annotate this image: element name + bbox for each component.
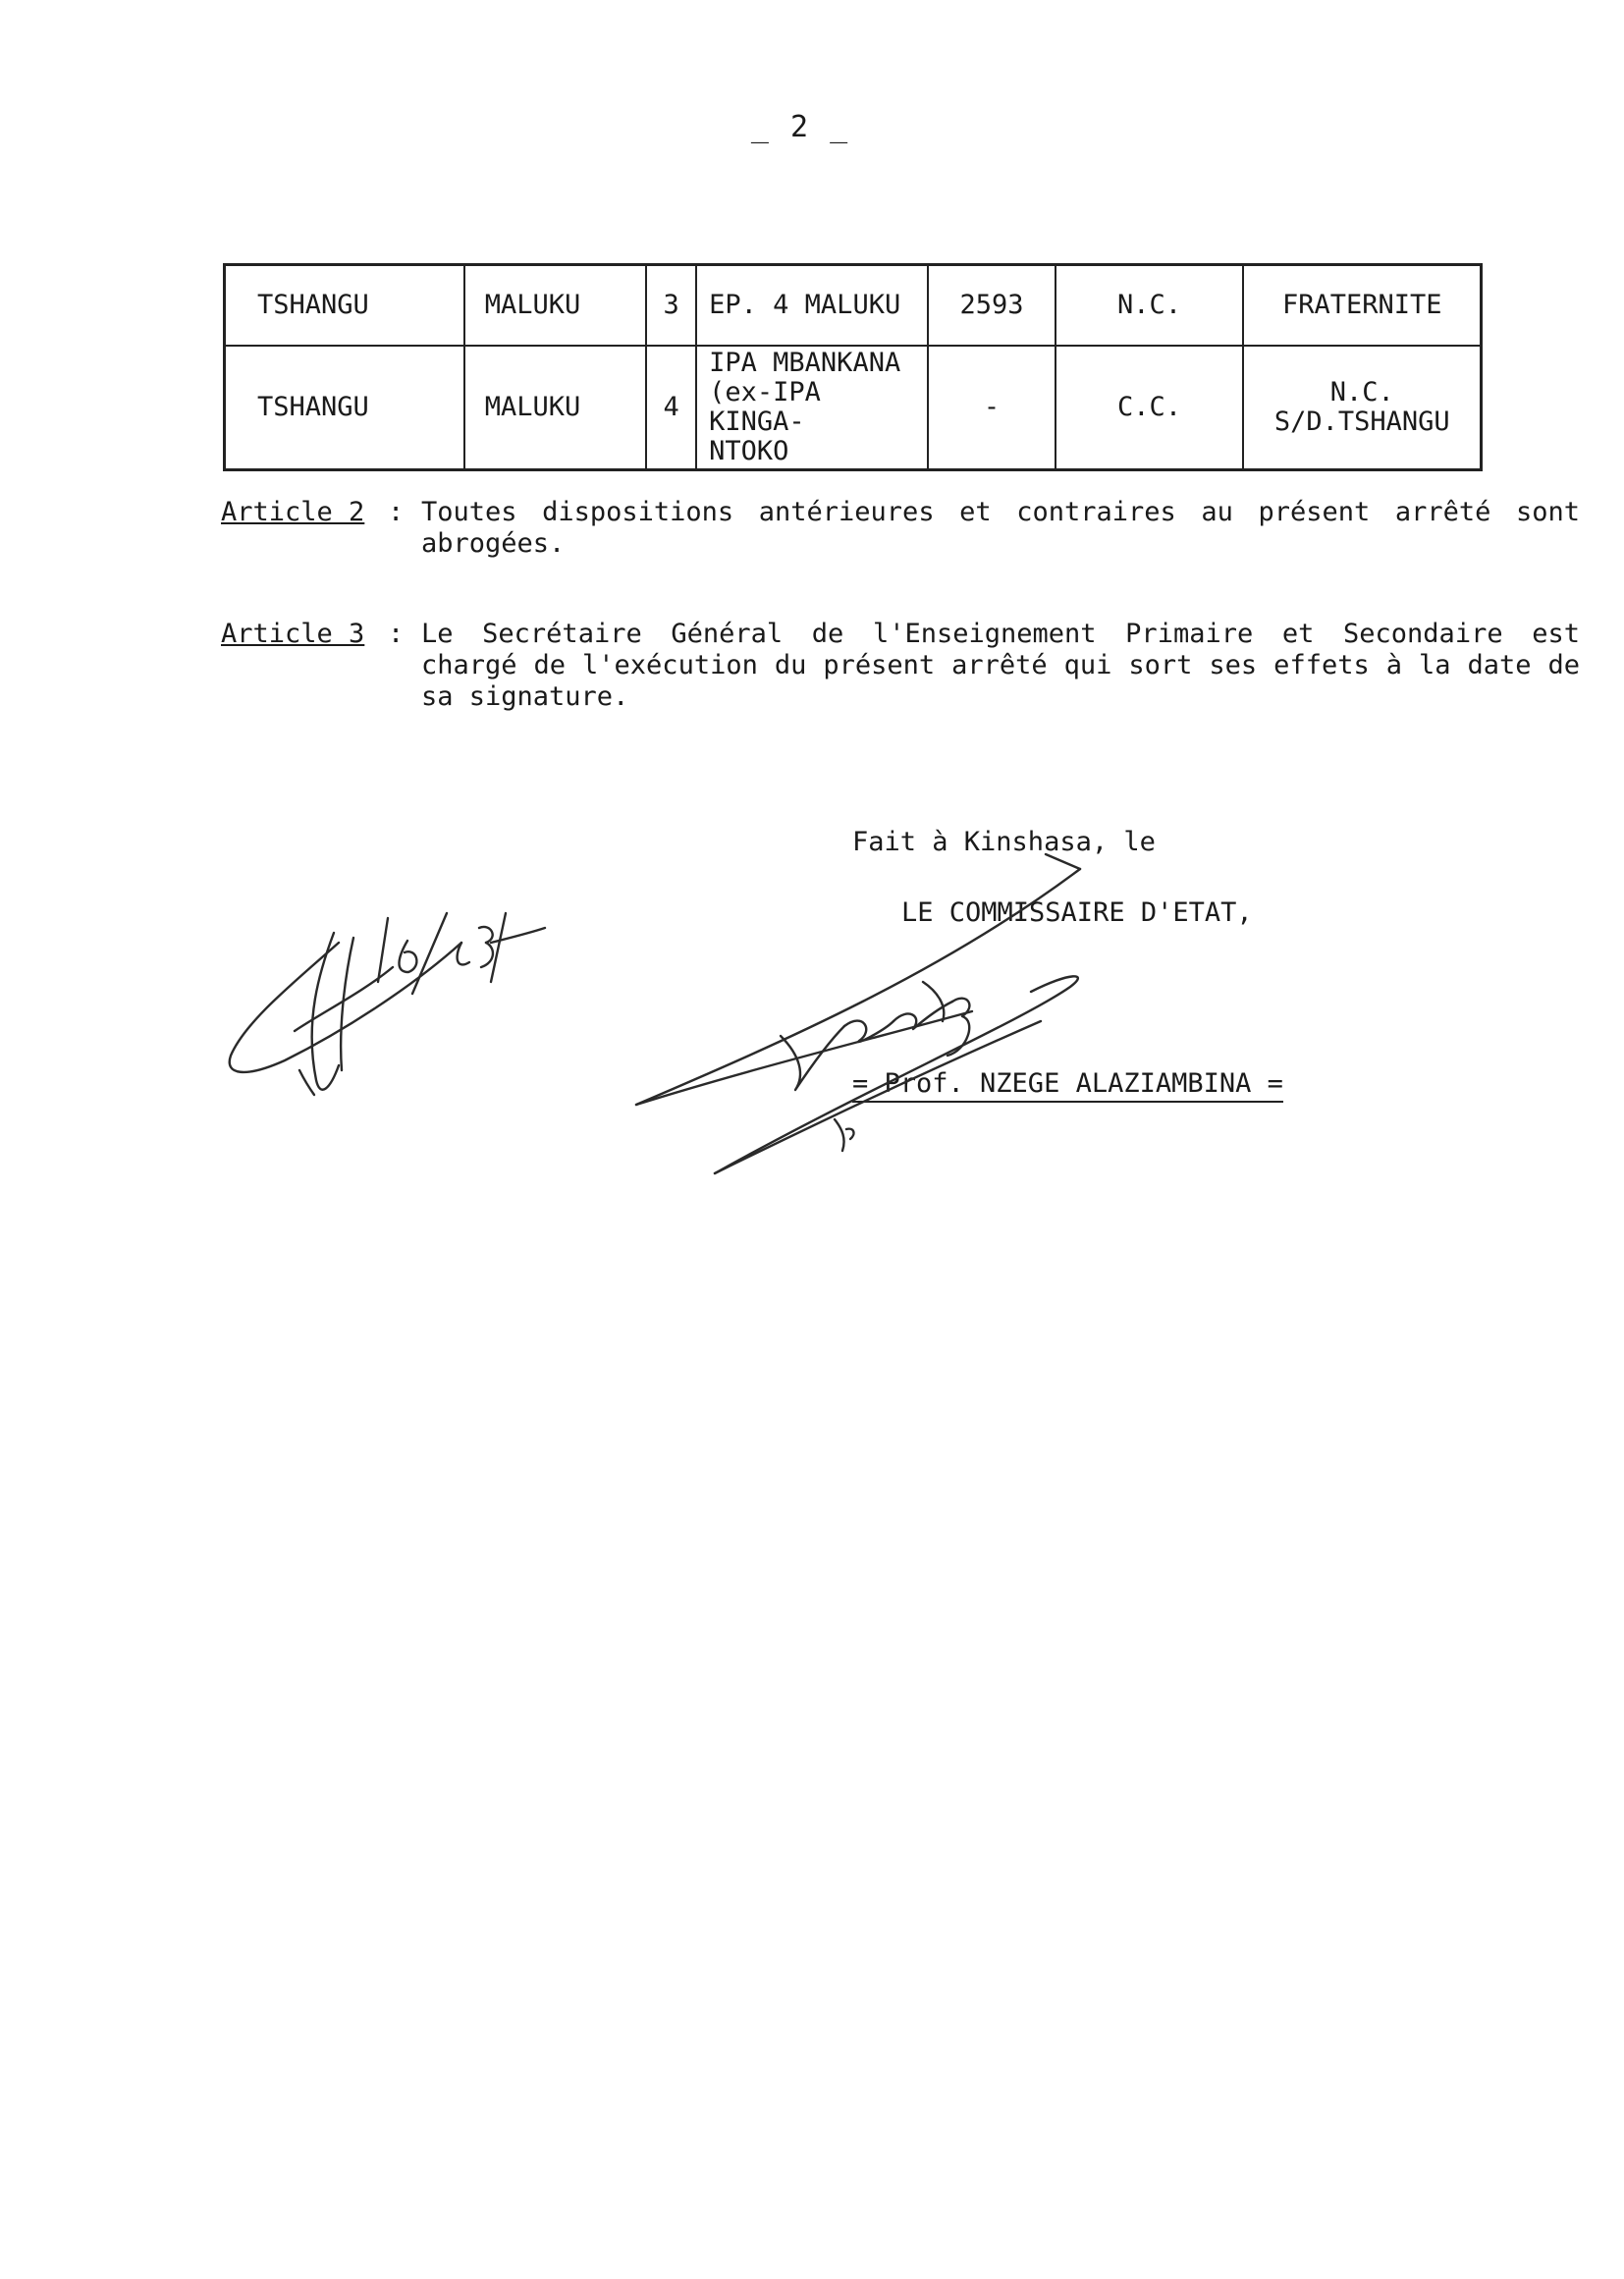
cell-code: -: [928, 346, 1055, 470]
cell-zone: TSHANGU: [225, 265, 464, 347]
schools-table: [223, 263, 1483, 471]
article-label: Article 3: [221, 619, 365, 649]
cell-school: EP. 4 MALUKU: [696, 265, 928, 347]
place-date: Fait à Kinshasa, le: [852, 827, 1156, 857]
article-colon: :: [388, 497, 405, 527]
article-label: Article 2: [221, 497, 365, 527]
signatory-name: = Prof. NZEGE ALAZIAMBINA =: [852, 1068, 1283, 1103]
table-row: [225, 265, 1482, 347]
signatory-title: LE COMMISSAIRE D'ETAT,: [901, 897, 1253, 928]
cell-code: 2593: [928, 265, 1055, 347]
article-text: Le Secrétaire Général de l'Enseignement Primaire et Secondaire est chargé de l'exécution du présent arrêté qui sort ses effets à la date de sa signature.: [421, 619, 1580, 712]
article-3: [221, 619, 1615, 727]
cell-network: FRATERNITE: [1243, 265, 1481, 347]
page-number: _ 2 _: [750, 110, 850, 144]
cell-status: C.C.: [1056, 346, 1244, 470]
cell-school: IPA MBANKANA (ex-IPA KINGA- NTOKO: [696, 346, 928, 470]
cell-status: N.C.: [1056, 265, 1244, 347]
cell-number: 3: [646, 265, 696, 347]
cell-commune: MALUKU: [464, 265, 646, 347]
cell-network: N.C. S/D.TSHANGU: [1243, 346, 1481, 470]
article-2: [221, 497, 1615, 575]
table-row: [225, 346, 1482, 470]
cell-number: 4: [646, 346, 696, 470]
cell-zone: TSHANGU: [225, 346, 464, 470]
article-colon: :: [388, 619, 405, 649]
article-text: Toutes dispositions antérieures et contraires au présent arrêté sont abrogées.: [421, 497, 1580, 559]
cell-commune: MALUKU: [464, 346, 646, 470]
initials-signature: [230, 913, 545, 1095]
